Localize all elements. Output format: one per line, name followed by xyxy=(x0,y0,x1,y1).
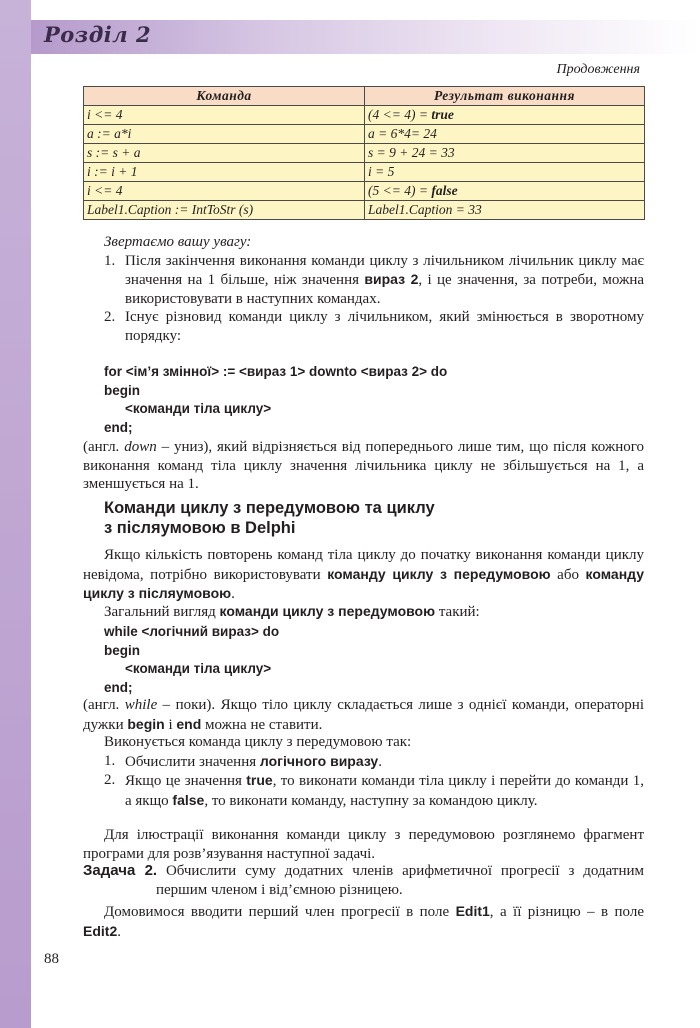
paragraph-while-explanation: (англ. while – поки). Якщо тіло циклу складається лише з однієї команди, операторні дужки begin і end можна не ставити. xyxy=(83,697,644,733)
table-row xyxy=(84,201,645,220)
steps-intro: Виконується команда циклу з передумовою так: xyxy=(104,734,412,750)
steps-block xyxy=(83,733,644,810)
page-number: 88 xyxy=(44,951,59,967)
table-cell-result: s = 9 + 24 = 33 xyxy=(365,144,645,163)
table-cell-command: Label1.Caption := IntToStr (s) xyxy=(84,201,365,220)
table-row xyxy=(84,182,645,201)
table-cell-command: i <= 4 xyxy=(84,106,365,125)
code-line: while <логічний вираз> do xyxy=(104,624,280,639)
step-2: 2. Якщо це значення true, то виконати команди тіла циклу і перейти до команди 1, а якщо false, то виконати команду, наступну за командою циклу. xyxy=(104,772,644,809)
code-line: begin xyxy=(104,382,140,398)
code-line: end; xyxy=(104,679,133,695)
command-result-table xyxy=(83,86,645,220)
paragraph-loop-types: Якщо кількість повторень команд тіла циклу до початку виконання команди циклу невідома, потрібно використовувати команду циклу з передумовою або команду циклу з післяумовою. xyxy=(83,547,644,603)
paragraph-illustration: Для ілюстрації виконання команди циклу з передумовою розглянемо фрагмент програми для розв’язування наступної задачі. xyxy=(83,827,644,862)
table-cell-command: i := i + 1 xyxy=(84,163,365,182)
continued-label: Продовження xyxy=(556,62,640,77)
code-block-while xyxy=(104,623,279,697)
table-cell-command: s := s + a xyxy=(84,144,365,163)
task-label: Задача 2. xyxy=(83,862,158,879)
section-heading: Команди циклу з передумовою та циклу з післяумовою в Delphi xyxy=(104,499,435,537)
paragraph-general-form: Загальний вигляд команди циклу з передумовою такий: xyxy=(104,603,480,620)
table-header-row xyxy=(84,87,645,106)
page-sidebar-band xyxy=(0,0,31,1028)
code-line: for <ім’я змінної> := <вираз 1> downto <вираз 2> do xyxy=(104,364,448,379)
table-cell-command: a := a*i xyxy=(84,125,365,144)
note-item-1: 1. Після закінчення виконання команди циклу з лічильником лічильник циклу має значення на 1 більше, ніж значення вираз 2, і це значення, за потреби, можна використовувати в наступних командах. xyxy=(104,252,644,307)
table-header-command: Команда xyxy=(84,87,365,106)
step-1: 1. Обчислити значення логічного виразу. xyxy=(104,752,382,770)
table-cell-result: (4 <= 4) = true xyxy=(365,106,645,125)
table-cell-result: (5 <= 4) = false xyxy=(365,182,645,201)
table-cell-result: a = 6*4= 24 xyxy=(365,125,645,144)
task-statement: Задача 2. Обчислити суму додатних членів арифметичної прогресії з додатним першим членом і від’ємною різницею. xyxy=(83,862,644,898)
code-line: <команди тіла циклу> xyxy=(125,401,272,416)
code-line: begin xyxy=(104,642,140,658)
code-line: <команди тіла циклу> xyxy=(125,661,272,676)
table-cell-result: i = 5 xyxy=(365,163,645,182)
table-header-result: Результат виконання xyxy=(365,87,645,106)
table-row xyxy=(84,144,645,163)
section-label: Розділ 2 xyxy=(44,22,152,47)
table-row xyxy=(84,106,645,125)
code-block-downto xyxy=(104,363,447,437)
table-row xyxy=(84,163,645,182)
note-title: Звертаємо вашу увагу: xyxy=(104,234,252,250)
code-line: end; xyxy=(104,419,133,435)
table-cell-command: i <= 4 xyxy=(84,182,365,201)
paragraph-downto-explanation: (англ. down – униз), який відрізняється від попереднього лише тим, що після кожного виконання команд тіла циклу значення лічильника циклу не збільшується на 1, а зменшується на 1. xyxy=(83,439,645,493)
note-block xyxy=(83,233,644,346)
table-row xyxy=(84,125,645,144)
paragraph-input-fields: Домовимося вводити перший член прогресії в поле Edit1, а її різницю – в поле Edit2. xyxy=(83,903,644,940)
note-item-2: 2. Існує різновид команди циклу з лічильником, який змінюється в зворотному порядку: xyxy=(104,309,644,344)
table-cell-result: Label1.Caption = 33 xyxy=(365,201,645,220)
